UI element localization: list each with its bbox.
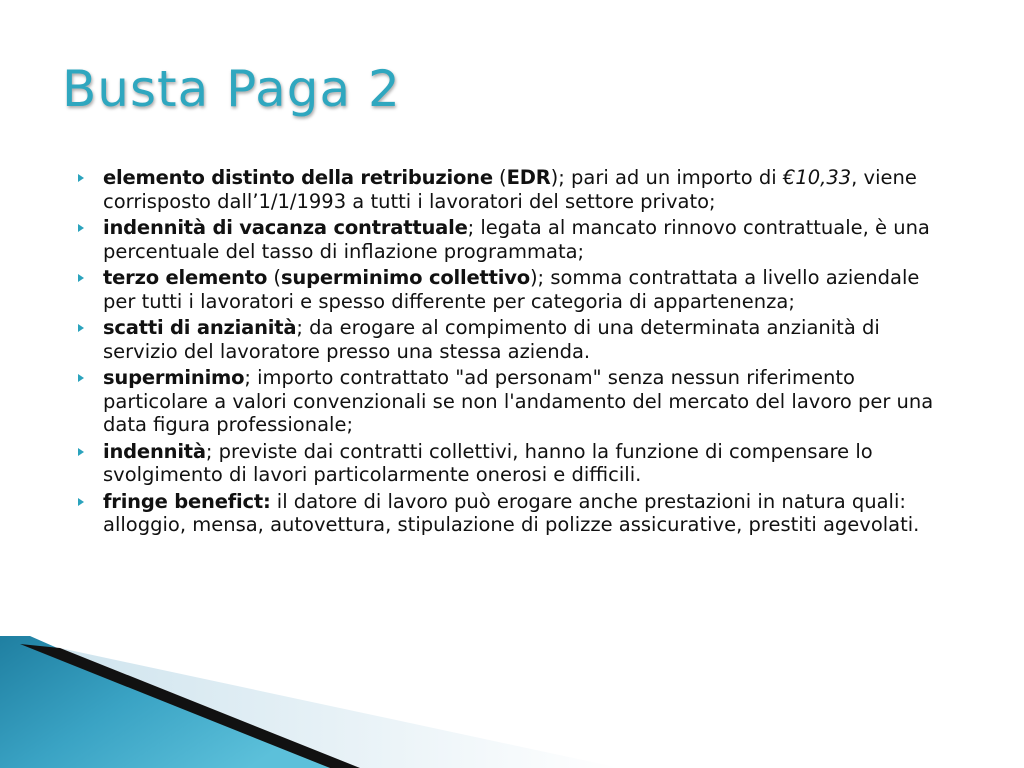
triangle-right-icon <box>78 174 84 182</box>
bullet-text: ; importo contrattato "ad personam" senza nessun riferimento particolare a valori convenzionali se non l'andamento del mercato del lavoro per una data figura professionale; <box>103 366 934 436</box>
bullet-item-fringe-benefit <box>74 490 954 537</box>
bullet-text: ; previste dai contratti collettivi, hanno la funzione di compensare lo svolgimento di lavori particolarmente onerosi e difficili. <box>103 439 873 486</box>
bullet-text: ); pari ad un importo di <box>550 166 783 189</box>
triangle-right-icon <box>78 274 84 282</box>
bullet-text: ); somma contrattata a livello aziendale per tutti i lavoratori e spesso differente per categoria di appartenenza; <box>103 266 920 313</box>
bullet-term: scatti di anzianità <box>103 316 297 339</box>
bullet-text: ( <box>492 166 507 189</box>
triangle-right-icon <box>78 324 84 332</box>
bullet-text: ( <box>267 266 281 289</box>
bullet-abbr: EDR <box>506 166 551 189</box>
triangle-right-icon <box>78 224 84 232</box>
bullet-term: indennità <box>103 439 206 463</box>
bullet-item-terzo-elemento <box>74 266 954 313</box>
bullet-amount: €10,33 <box>782 166 852 189</box>
bullet-text: ; da erogare al compimento di una determinata anzianità di servizio del lavoratore presso una stessa azienda. <box>103 316 880 363</box>
bullet-list <box>74 166 954 540</box>
bullet-item-scatti <box>74 316 954 363</box>
bullet-term: superminimo <box>103 366 245 389</box>
bullet-item-edr <box>74 166 954 213</box>
bullet-text: , viene corrisposto dall’1/1/1993 a tutti i lavoratori del settore privato; <box>103 166 917 213</box>
decorative-swoosh <box>0 628 1024 768</box>
triangle-right-icon <box>78 498 84 506</box>
bullet-term: fringe benefict: <box>103 489 271 513</box>
bullet-text: ; legata al mancato rinnovo contrattuale, è una percentuale del tasso di inflazione programmata; <box>103 216 930 263</box>
bullet-term-secondary: superminimo collettivo <box>281 266 530 289</box>
bullet-item-superminimo <box>74 366 954 437</box>
bullet-term: elemento distinto della retribuzione <box>103 166 493 189</box>
bullet-term: terzo elemento <box>103 266 268 289</box>
bullet-item-vacanza <box>74 216 954 263</box>
triangle-right-icon <box>78 374 84 382</box>
bullet-term: indennità di vacanza contrattuale <box>103 216 468 239</box>
bullet-item-indennita <box>74 440 954 487</box>
bullet-text: il datore di lavoro può erogare anche prestazioni in natura quali: alloggio, mensa, autovettura, stipulazione di polizze assicurative, prestiti agevolati. <box>103 489 920 536</box>
triangle-right-icon <box>78 448 84 456</box>
slide-title: Busta Paga 2 <box>62 60 401 118</box>
